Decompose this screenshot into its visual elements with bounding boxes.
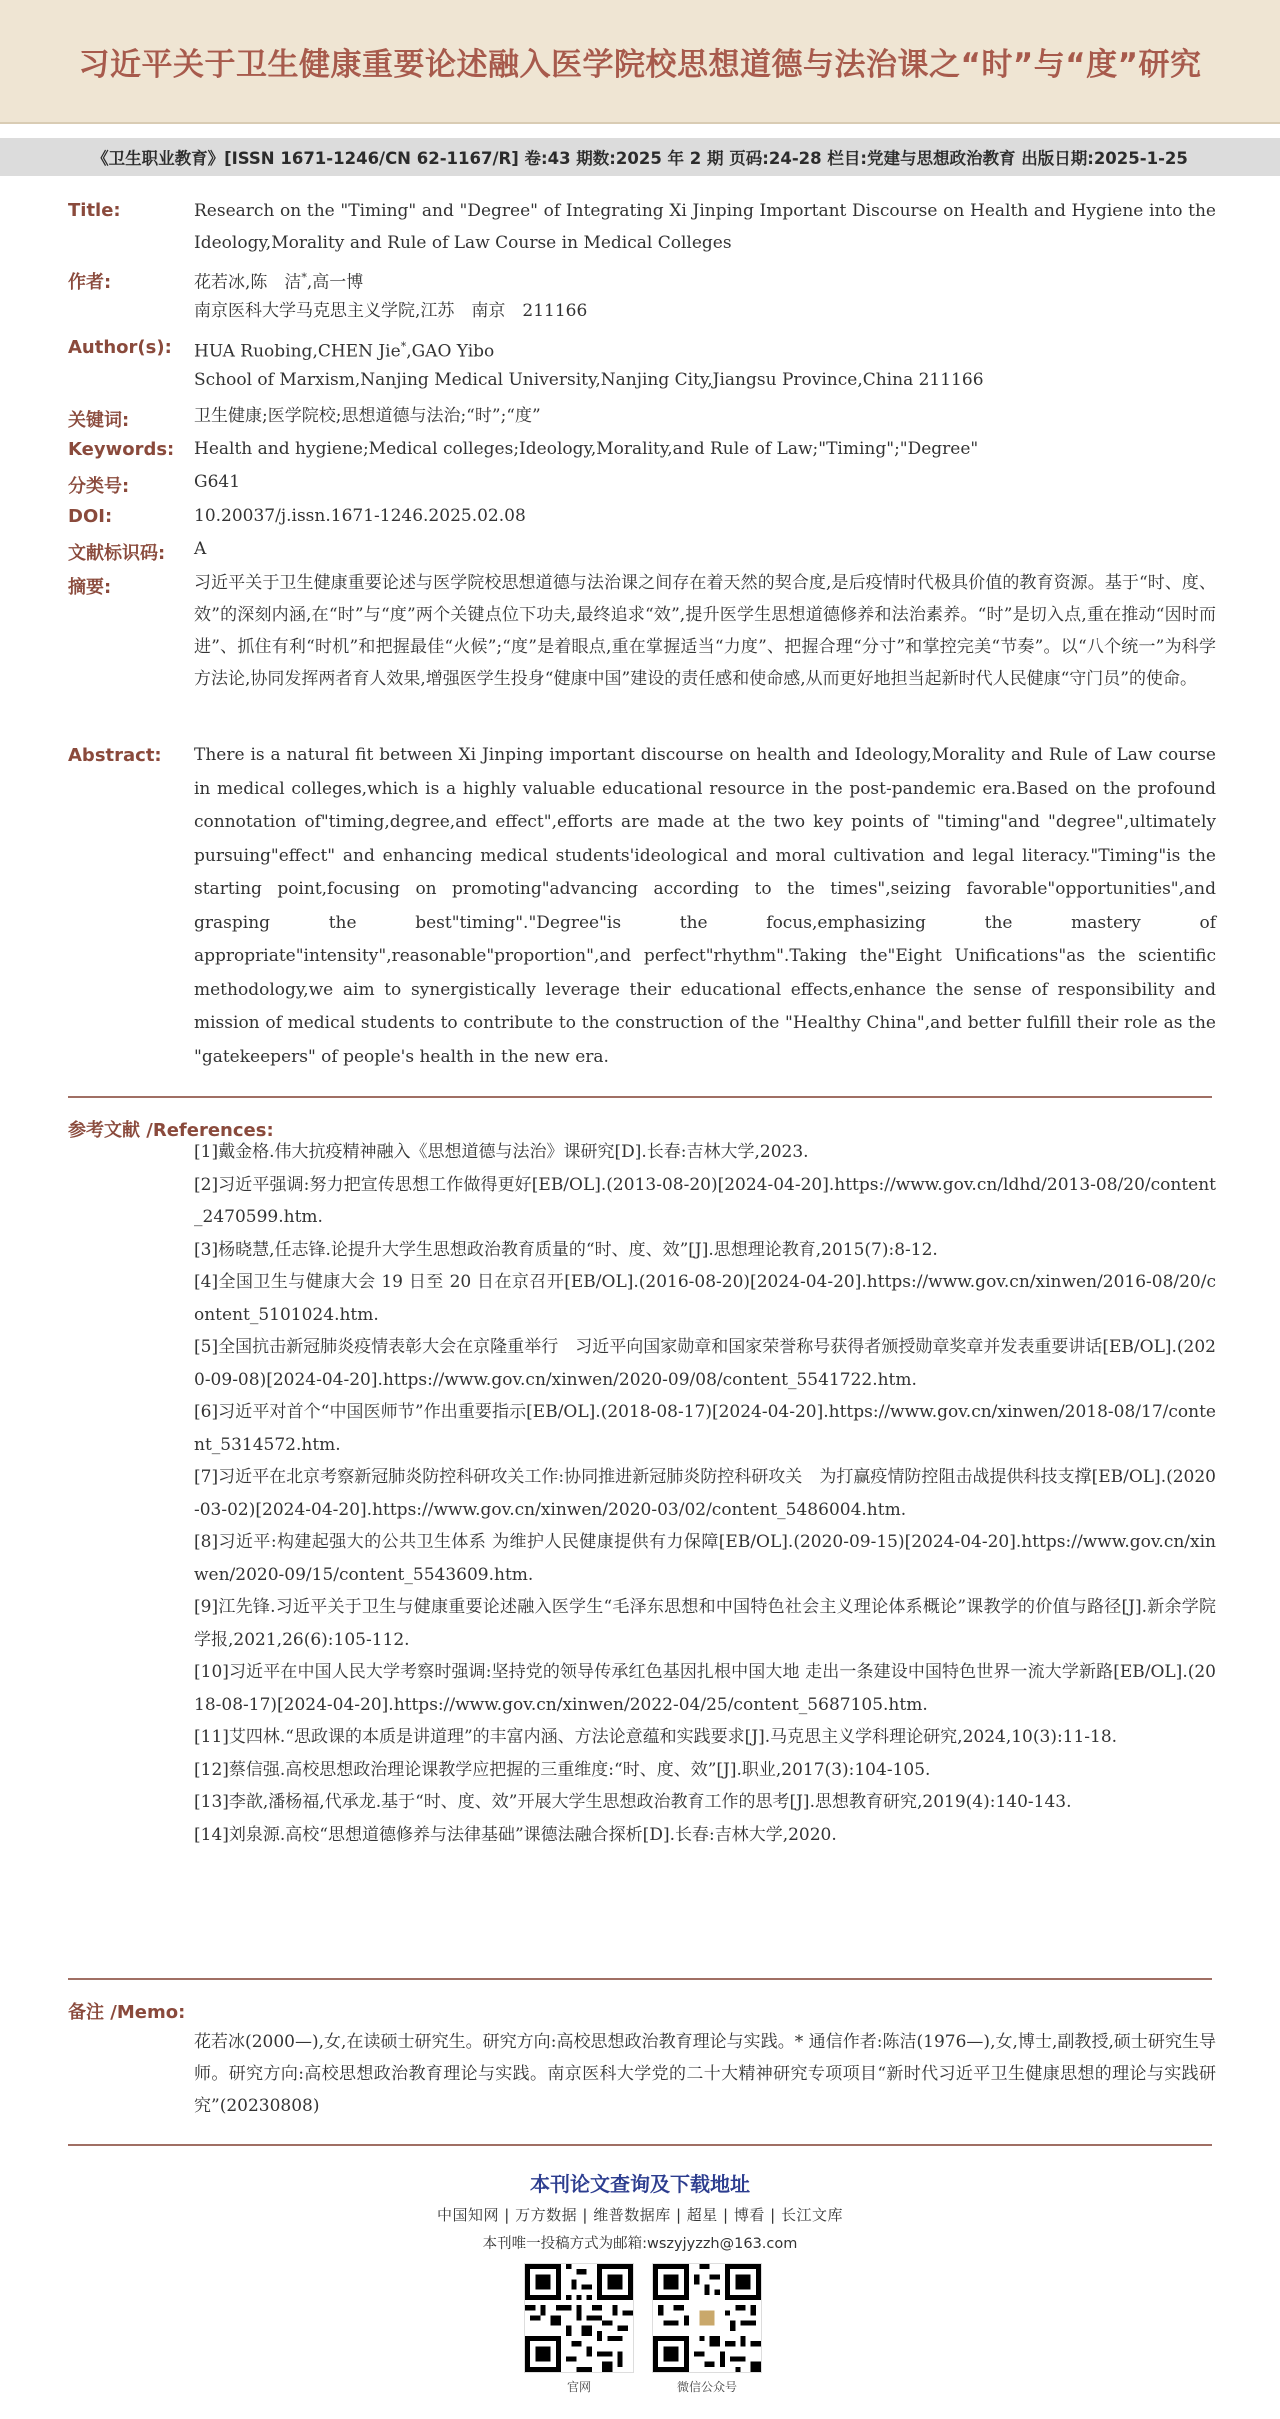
authors-en-label: Author(s): xyxy=(68,337,172,358)
authors-en-text-rest: ,GAO Yibo xyxy=(406,341,495,362)
abstract-en-label: Abstract: xyxy=(68,745,162,766)
keywords-en-value: Health and hygiene;Medical colleges;Ideology,Morality,and Rule of Law;"Timing";"Degree" xyxy=(194,439,979,459)
reference-item: [13]李歆,潘杨福,代承龙.基于“时、度、效”开展大学生思想政治教育工作的思考[J].思想教育研究,2019(4):140-143. xyxy=(194,1792,1072,1812)
footer-email[interactable]: 本刊唯一投稿方式为邮箱:wszyjyzzh@163.com xyxy=(482,2236,798,2252)
authors-text-rest: ,高一博 xyxy=(306,272,364,293)
doi-label: DOI: xyxy=(68,506,113,527)
doc-id-value: A xyxy=(194,539,207,559)
reference-item: [12]蔡信强.高校思想政治理论课教学应把握的三重维度:“时、度、效”[J].职业,2017(3):104-105. xyxy=(194,1759,931,1780)
qr-caption-wechat: 微信公众号 xyxy=(676,2380,737,2394)
reference-item: [3]杨晓慧,任志锋.论提升大学生思想政治教育质量的“时、度、效”[J].思想理论教育,2015(7):8-12. xyxy=(194,1239,938,1260)
class-label: 分类号: xyxy=(68,476,130,497)
memo-label: 备注 /Memo: xyxy=(68,2002,186,2023)
corresponding-mark: * xyxy=(301,271,307,284)
reference-item[interactable]: [7]习近平在北京考察新冠肺炎防控科研攻关工作:协同推进新冠肺炎防控科研攻关 为打赢疫情防控阻击战提供科技支撑[EB/OL].(2020-03-02)[2024-04-20].https://www.gov.cn/xinwen/2020-03/02/content_5486004.htm. xyxy=(194,1467,1216,1520)
footer-database-links[interactable]: 中国知网 | 万方数据 | 维普数据库 | 超星 | 博看 | 长江文库 xyxy=(437,2206,843,2224)
affiliation: 南京医科大学马克思主义学院,江苏 南京 211166 xyxy=(194,301,588,321)
title-value: Research on the "Timing" and "Degree" of Integrating Xi Jinping Important Discourse on Health and Hygiene into the Ideology,Morality and Rule of Law Course in Medical Colleges xyxy=(194,201,1216,253)
qr-caption-website: 官网 xyxy=(566,2380,591,2394)
title-banner xyxy=(0,0,1280,124)
authors-en-text: HUA Ruobing,CHEN Jie xyxy=(194,341,401,362)
references-label: 参考文献 /References: xyxy=(68,1120,274,1141)
corresponding-mark-en: * xyxy=(400,340,407,353)
reference-item: [14]刘泉源.高校“思想道德修养与法律基础”课德法融合探析[D].长春:吉林大学,2020. xyxy=(194,1824,837,1845)
keywords-en-label: Keywords: xyxy=(68,439,175,460)
references-list xyxy=(194,1136,1216,1851)
qr-code-icon xyxy=(525,2264,633,2372)
keywords-value: 卫生健康;医学院校;思想道德与法治;“时”;“度” xyxy=(194,406,541,426)
authors-text: 花若冰,陈 洁 xyxy=(194,272,302,293)
authors-label: 作者: xyxy=(68,272,112,293)
reference-item[interactable]: [10]习近平在中国人民大学考察时强调:坚持党的领导传承红色基因扎根中国大地 走出一条建设中国特色世界一流大学新路[EB/OL].(2018-08-17)[2024-04-20].https://www.gov.cn/xinwen/2022-04/25/content_5687105.htm. xyxy=(194,1662,1216,1715)
journal-meta-bar xyxy=(0,138,1280,176)
keywords-label: 关键词: xyxy=(68,410,130,431)
reference-item: [11]艾四林.“思政课的本质是讲道理”的丰富内涵、方法论意蕴和实践要求[J].马克思主义学科理论研究,2024,10(3):11-18. xyxy=(194,1727,1118,1747)
abstract-cn-label: 摘要: xyxy=(68,577,112,598)
qr-code-website[interactable] xyxy=(524,2263,634,2373)
class-value: G641 xyxy=(194,472,241,492)
doi-value[interactable]: 10.20037/j.issn.1671-1246.2025.02.08 xyxy=(194,506,526,526)
authors-en-value xyxy=(194,331,1216,368)
reference-item[interactable]: [4]全国卫生与健康大会 19 日至 20 日在京召开[EB/OL].(2016-08-20)[2024-04-20].https://www.gov.cn/xinwen/2016-08/20/content_5101024.htm. xyxy=(194,1272,1216,1325)
footer-title: 本刊论文查询及下载地址 xyxy=(530,2172,750,2196)
reference-item[interactable]: [5]全国抗击新冠肺炎疫情表彰大会在京隆重举行 习近平向国家勋章和国家荣誉称号获得者颁授勋章奖章并发表重要讲话[EB/OL].(2020-09-08)[2024-04-20].https://www.gov.cn/xinwen/2020-09/08/content_5541722.htm. xyxy=(194,1337,1216,1390)
divider-abstract xyxy=(68,1096,1212,1098)
affiliation-en: School of Marxism,Nanjing Medical University,Nanjing City,Jiangsu Province,China 211166 xyxy=(194,370,984,390)
reference-item: [1]戴金格.伟大抗疫精神融入《思想道德与法治》课研究[D].长春:吉林大学,2023. xyxy=(194,1142,809,1162)
title-label: Title: xyxy=(68,200,121,221)
page-title: 习近平关于卫生健康重要论述融入医学院校思想道德与法治课之“时”与“度”研究 xyxy=(78,46,1202,83)
abstract-en: There is a natural fit between Xi Jinping important discourse on health and Ideology,Morality and Rule of Law course in medical colleges,which is a highly valuable educational resource in the post-pandemic era.Based on the profound connotation of"timing,degree,and effect",efforts are made at the two key points of "timing"and "degree",ultimately pursuing"effect" and enhancing medical students'ideological and moral cultivation and legal literacy."Timing"is the starting point,focusing on promoting"advancing according to the times",seizing favorable"opportunities",and grasping the best"timing"."Degree"is the focus,emphasizing the mastery of appropriate"intensity",reasonable"proportion",and perfect"rhythm".Taking the"Eight Unifications"as the scientific methodology,we aim to synergistically leverage their educational effects,enhance the sense of responsibility and mission of medical students to contribute to the construction of the "Healthy China",and better fulfill their role as the "gatekeepers" of people's health in the new era. xyxy=(194,745,1216,1067)
memo-text: 花若冰(2000—),女,在读硕士研究生。研究方向:高校思想政治教育理论与实践。* 通信作者:陈洁(1976—),女,博士,副教授,硕士研究生导师。研究方向:高校思想政治教育理论与实践。南京医科大学党的二十大精神研究专项项目“新时代习近平卫生健康思想的理论与实践研究”(20230808) xyxy=(194,2032,1216,2116)
qr-code-icon xyxy=(653,2264,761,2372)
abstract-cn: 习近平关于卫生健康重要论述与医学院校思想道德与法治课之间存在着天然的契合度,是后疫情时代极具价值的教育资源。基于“时、度、效”的深刻内涵,在“时”与“度”两个关键点位下功夫,最终追求“效”,提升医学生思想道德修养和法治素养。“时”是切入点,重在推动“因时而进”、抓住有利“时机”和把握最佳“火候”;“度”是着眼点,重在掌握适当“力度”、把握合理“分寸”和掌控完美“节奏”。以“八个统一”为科学方法论,协同发挥两者育人效果,增强医学生投身“健康中国”建设的责任感和使命感,从而更好地担当起新时代人民健康“守门员”的使命。 xyxy=(194,573,1216,689)
authors-value xyxy=(194,262,1216,299)
qr-code-wechat[interactable] xyxy=(652,2263,762,2373)
reference-item[interactable]: [6]习近平对首个“中国医师节”作出重要指示[EB/OL].(2018-08-17)[2024-04-20].https://www.gov.cn/xinwen/2018-08/17/content_5314572.htm. xyxy=(194,1402,1216,1455)
divider-references xyxy=(68,1978,1212,1980)
reference-item[interactable]: [8]习近平:构建起强大的公共卫生体系 为维护人民健康提供有力保障[EB/OL].(2020-09-15)[2024-04-20].https://www.gov.cn/xinwen/2020-09/15/content_5543609.htm. xyxy=(194,1532,1216,1585)
doc-id-label: 文献标识码: xyxy=(68,543,166,564)
reference-item[interactable]: [2]习近平强调:努力把宣传思想工作做得更好[EB/OL].(2013-08-20)[2024-04-20].https://www.gov.cn/ldhd/2013-08/20/content_2470599.htm. xyxy=(194,1174,1216,1227)
journal-meta-text: 《卫生职业教育》[ISSN 1671-1246/CN 62-1167/R] 卷:43 期数:2025 年 2 期 页码:24-28 栏目:党建与思想政治教育 出版日期:2025-1-25 xyxy=(92,149,1188,168)
divider-memo xyxy=(68,2144,1212,2146)
reference-item: [9]江先锋.习近平关于卫生与健康重要论述融入医学生“毛泽东思想和中国特色社会主义理论体系概论”课教学的价值与路径[J].新余学院学报,2021,26(6):105-112. xyxy=(194,1597,1216,1650)
